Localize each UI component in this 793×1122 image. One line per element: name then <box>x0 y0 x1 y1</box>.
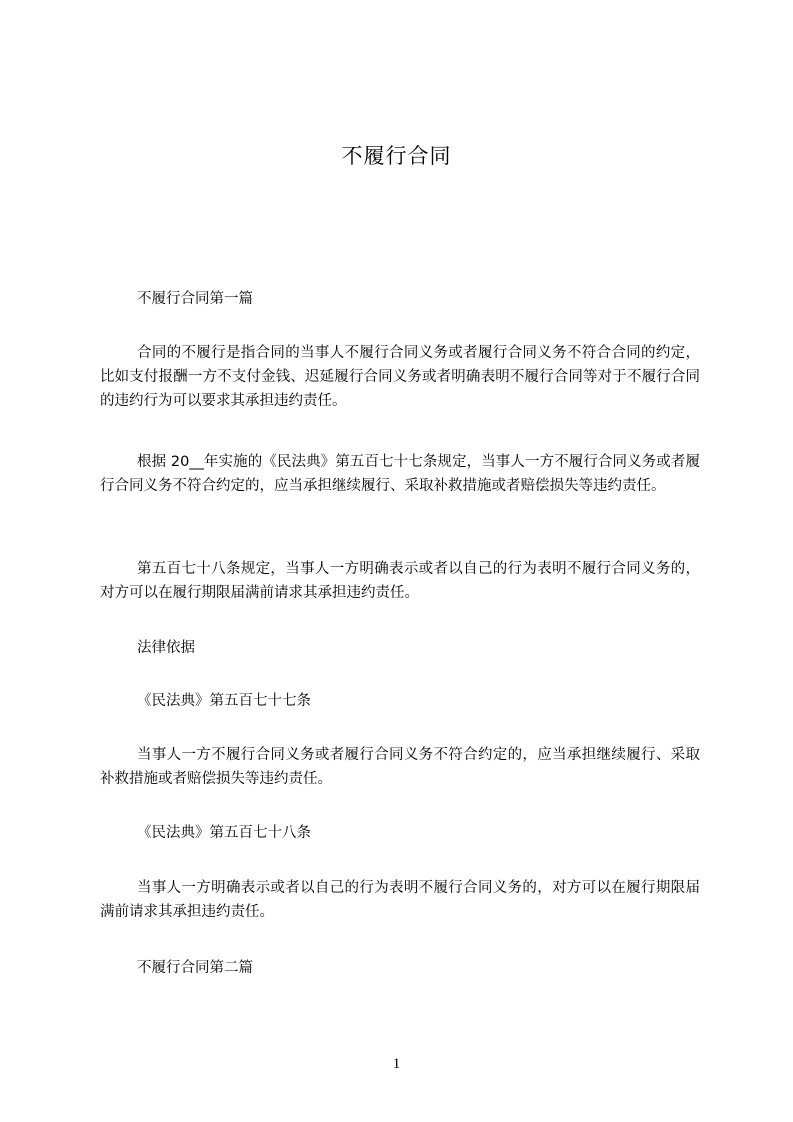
paragraph-article-577-summary: 根据 20__年实施的《民法典》第五百七十七条规定，当事人一方不履行合同义务或者履行合同义务不符合约定的，应当承担继续履行、采取补救措施或者赔偿损失等违约责任。 <box>100 454 700 494</box>
document-title: 不履行合同 <box>341 144 452 168</box>
article-578-heading: 《民法典》第五百七十八条 <box>137 825 311 841</box>
article-577-heading: 《民法典》第五百七十七条 <box>137 693 311 709</box>
section-heading-part-two: 不履行合同第二篇 <box>137 960 253 976</box>
section-heading-legal-basis: 法律依据 <box>137 640 195 656</box>
paragraph-definition: 合同的不履行是指合同的当事人不履行合同义务或者履行合同义务不符合合同的约定，比如支付报酬一方不支付金钱、迟延履行合同义务或者明确表明不履行合同等对于不履行合同的违约行为可以要求其承担违约责任。 <box>100 345 700 409</box>
page-number: 1 <box>392 1056 401 1072</box>
article-577-text: 当事人一方不履行合同义务或者履行合同义务不符合约定的，应当承担继续履行、采取补救措施或者赔偿损失等违约责任。 <box>100 747 700 787</box>
paragraph-article-578-summary: 第五百七十八条规定，当事人一方明确表示或者以自己的行为表明不履行合同义务的，对方可以在履行期限届满前请求其承担违约责任。 <box>100 561 700 601</box>
section-heading-part-one: 不履行合同第一篇 <box>137 291 253 307</box>
article-578-text: 当事人一方明确表示或者以自己的行为表明不履行合同义务的，对方可以在履行期限届满前请求其承担违约责任。 <box>100 880 700 920</box>
